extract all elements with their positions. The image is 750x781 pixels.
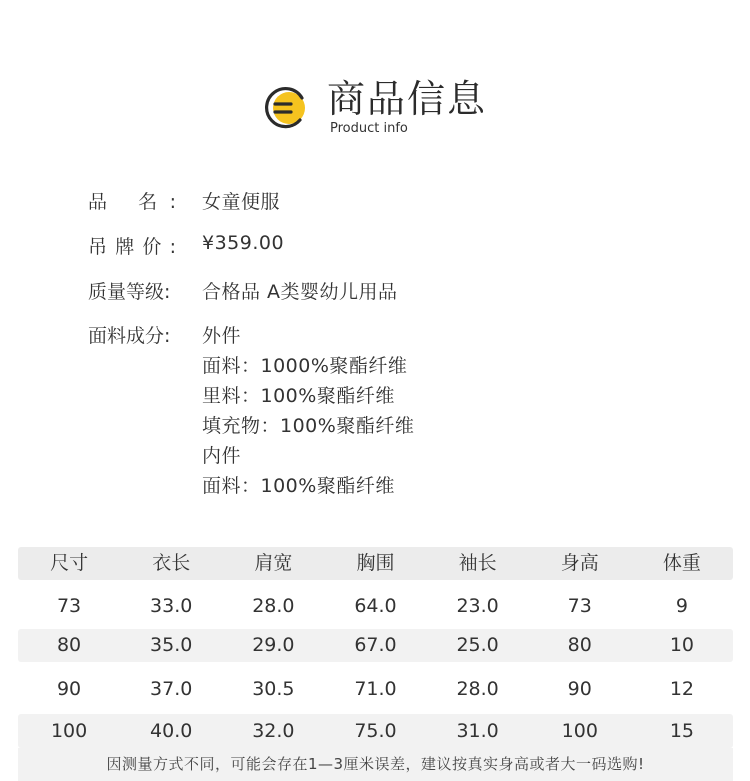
name-label: 品 名:: [88, 191, 176, 213]
table-cell: 100: [561, 720, 598, 742]
table-row: [18, 629, 733, 662]
table-cell: 9: [675, 595, 688, 617]
table-header-cell: 身高: [560, 552, 599, 574]
table-cell: 90: [56, 678, 82, 700]
table-cell: 35.0: [150, 634, 193, 656]
table-cell: 67.0: [354, 634, 397, 656]
table-row: [18, 670, 733, 708]
table-cell: 80: [56, 634, 82, 656]
table-cell: 75.0: [354, 720, 397, 742]
material-line: 里料：100%聚酯纤维: [202, 385, 395, 407]
table-header-cell: 体重: [662, 552, 701, 574]
table-cell: 73: [56, 595, 82, 617]
table-header-cell: 肩宽: [254, 552, 293, 574]
material-label: 面料成分:: [88, 325, 171, 347]
table-cell: 73: [567, 595, 592, 617]
table-cell: 100: [50, 720, 88, 742]
table-header-row: [18, 547, 733, 580]
table-row: [18, 587, 733, 625]
table-cell: 28.0: [252, 595, 295, 617]
table-cell: 32.0: [252, 720, 295, 742]
material-line: 面料：100%聚酯纤维: [202, 475, 395, 497]
table-header-cell: 胸围: [356, 552, 395, 574]
size-note: 因测量方式不同，可能会存在1—3厘米误差，建议按真实身高或者大一码选购!: [18, 748, 733, 781]
product-info-header: [0, 74, 750, 144]
document-list-icon: [262, 84, 312, 134]
table-cell: 90: [567, 678, 592, 700]
price-label: 吊牌价:: [88, 236, 176, 258]
table-cell: 37.0: [150, 678, 193, 700]
page-subtitle: Product info: [330, 121, 408, 136]
page-title: 商品信息: [327, 77, 488, 121]
table-cell: 31.0: [456, 720, 499, 742]
table-header-cell: 尺寸: [50, 552, 89, 574]
material-line: 外件: [202, 325, 242, 347]
material-line: 面料：1000%聚酯纤维: [202, 355, 408, 377]
price-value: ¥359.00: [202, 232, 285, 254]
grade-value: 合格品 A类婴幼儿用品: [202, 281, 398, 303]
table-cell: 80: [567, 634, 592, 656]
table-cell: 71.0: [354, 678, 397, 700]
material-line: 填充物：100%聚酯纤维: [202, 415, 415, 437]
table-cell: 12: [669, 678, 694, 700]
table-header-cell: 衣长: [152, 552, 191, 574]
name-value: 女童便服: [202, 191, 281, 213]
table-cell: 64.0: [354, 595, 397, 617]
table-cell: 15: [669, 720, 694, 742]
table-cell: 33.0: [150, 595, 193, 617]
table-cell: 23.0: [456, 595, 499, 617]
table-cell: 28.0: [456, 678, 499, 700]
table-cell: 40.0: [150, 720, 193, 742]
table-row: [18, 714, 733, 748]
grade-label: 质量等级:: [88, 281, 171, 303]
table-cell: 29.0: [252, 634, 295, 656]
material-line: 内件: [202, 445, 242, 467]
table-cell: 25.0: [456, 634, 499, 656]
table-cell: 30.5: [252, 678, 295, 700]
table-cell: 10: [669, 634, 694, 656]
table-header-cell: 袖长: [458, 552, 497, 574]
